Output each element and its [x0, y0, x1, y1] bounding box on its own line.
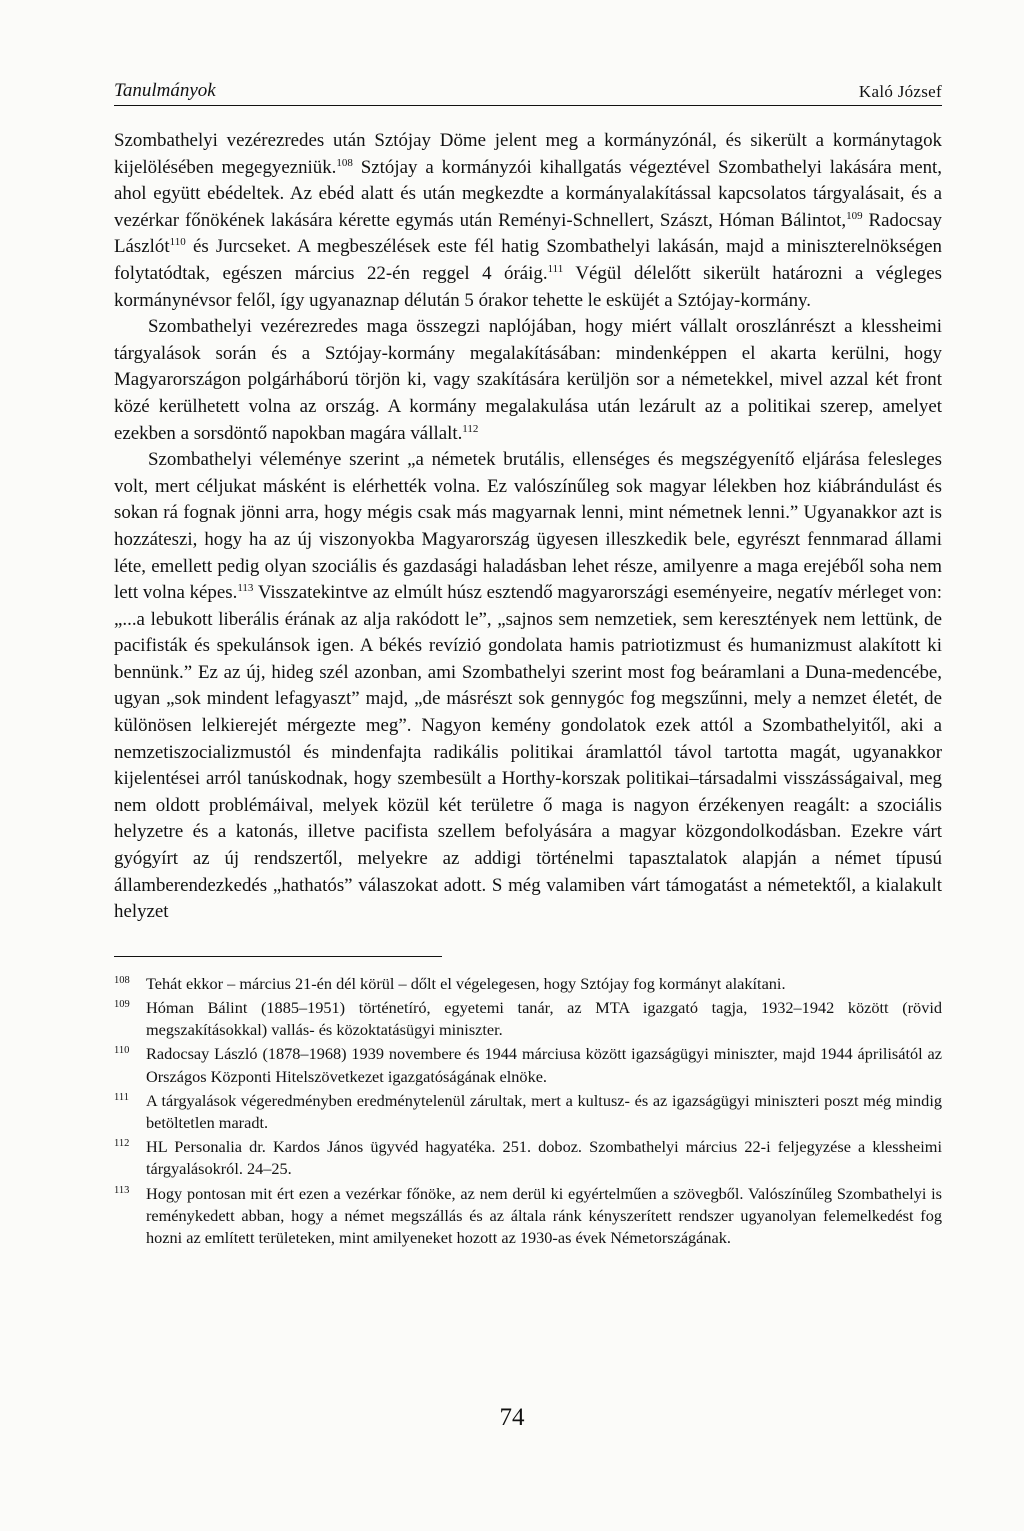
text-run: Radocsay Lászlót — [114, 209, 942, 258]
footnote-text: Tehát ekkor – március 21-én dél körül – dőlt el végelegesen, hogy Sztójay fog kormányt alakítani. — [146, 973, 786, 993]
paragraph — [114, 128, 942, 314]
text-run: Sztójay a kormányzói kihallgatás végeztével Szombathelyi lakására ment, ahol együtt ebédeltek. Az ebéd alatt és után megkezdte a kormányalakítással kapcsolatos tárgyalásait, és a vezérkar főnökének lakására kérette egymás után Reményi-Schnellert, Szászt, Hóman Bálintot, — [114, 156, 942, 231]
text-run: Végül délelőtt sikerült határozni a végleges kormánynévsor felől, így ugyanaznap délután 5 órakor tehette le esküjét a Sztójay-kormány. — [114, 262, 942, 311]
footnote-number: 109 — [114, 999, 130, 1011]
footnote-ref: 108 — [336, 156, 353, 169]
footnote-number: 111 — [114, 1091, 129, 1103]
footnote — [114, 1090, 942, 1134]
paragraph — [114, 314, 942, 447]
text-run: Szombathelyi vezérezredes után Sztójay Döme jelent meg a kormányzónál, és sikerült a kormánytagok kijelölésében megegyezniük. — [114, 130, 942, 178]
footnote-ref: 109 — [846, 209, 863, 222]
footnotes — [114, 973, 942, 1249]
footnote-text: HL Personalia dr. Kardos János ügyvéd hagyatéka. 251. doboz. Szombathelyi március 22-i feljegyzése a klessheimi tárgyalásokról. 24–25. — [146, 1137, 942, 1179]
footnote — [114, 1043, 942, 1087]
footnote — [114, 997, 942, 1041]
footnote — [114, 1183, 942, 1250]
section-title: Tanulmányok — [114, 80, 216, 101]
running-header — [114, 76, 942, 106]
main-text — [114, 128, 942, 926]
text-run: és Jurcseket. A megbeszélések este fél hatig Szombathelyi lakásán, majd a miniszterelnökségen folytatódtak, egészen március 22-én reggel 4 óráig. — [114, 236, 942, 284]
page — [114, 76, 942, 1251]
author-name: Kaló József — [858, 82, 942, 101]
paragraph — [114, 447, 942, 926]
text-run: Szombathelyi véleménye szerint „a németek brutális, ellenséges és megszégyenítő eljárása felesleges volt, mert céljukat másként is elérhették volna. Ez valószínűleg sok magyar lélekben hoz kiábrándulást és sokan rá fognak jönni arra, hogy mégis csak más magyarnak lenni, mint németnek lenni.” Ugyanakkor azt is hozzáteszi, hogy ha az új viszonyokba Magyarország ügyesen illeszkedik bele, egyrészt fennmarad állami léte, emellett pedig olyan szociális és gazdasági haladásban lehet része, amilyenre a maga erejéből soha nem lett volna képes. — [114, 449, 942, 604]
footnote — [114, 1136, 942, 1180]
footnote-number: 110 — [114, 1045, 130, 1057]
footnote — [114, 973, 942, 995]
footnote-ref: 111 — [547, 262, 564, 275]
footnote-divider — [114, 956, 442, 957]
footnote-number: 108 — [114, 974, 130, 986]
footnote-ref: 110 — [169, 236, 186, 249]
footnote-text: A tárgyalások végeredményben eredménytelenül zárultak, mert a kultusz- és az igazságügyi miniszteri poszt még mindig betöltetlen maradt. — [146, 1090, 942, 1133]
footnote-text: Hogy pontosan mit ért ezen a vezérkar főnöke, az nem derül ki egyértelműen a szövegből. Valószínűleg Szombathelyi is reménykedett abban, hogy a német megszállás és az általa ránk kényszerített rendszer ugyanolyan felemelkedést fog hozni az említett területeken, mint amilyeneket hozott az 1930-as évek Németországának. — [146, 1183, 942, 1248]
footnote-number: 112 — [114, 1138, 130, 1150]
text-run: Szombathelyi vezérezredes maga összegzi naplójában, hogy miért vállalt oroszlánrészt a klessheimi tárgyalások során és a Sztójay-kormány megalakításában: mindenképpen el akarta kerülni, hogy Magyarországon polgárháború törjön ki, vagy szakítására kerüljön sor a németekkel, mivel azzal két front közé kerülhetett volna az ország. A kormány megalakulása után lezárult az a politikai szerep, amelyet ezekben a sorsdöntő napokban magára vállalt. — [114, 316, 942, 444]
footnote-text: Hóman Bálint (1885–1951) történetíró, egyetemi tanár, az MTA igazgató tagja, 1932–1942 között (rövid megszakításokkal) vallás- és közoktatásügyi miniszter. — [146, 998, 942, 1040]
footnote-ref: 113 — [237, 582, 254, 595]
footnote-number: 113 — [114, 1184, 130, 1196]
footnote-ref: 112 — [462, 422, 479, 435]
page-number: 74 — [499, 1404, 525, 1431]
footnote-text: Radocsay László (1878–1968) 1939 novembere és 1944 márciusa között igazságügyi miniszter, majd 1944 áprilisától az Országos Központi Hitelszövetkezet igazgatóságának elnöke. — [146, 1044, 942, 1086]
text-run: Visszatekintve az elmúlt húsz esztendő magyarországi eseményeire, negatív mérleget von: „...a lebukott liberális érának az alja rakódott le”, „sajnos sem nemzetiek, sem keresztények nem lettünk, de pacifisták és spekulánsok igen. A békés revízió gondolata hamis patriotizmust és humanizmust alakított ki bennünk.” Ez az új, hideg szél azonban, ami Szombathelyi szerint most fog beáramlani a Duna-medencébe, ugyan „sok mindent lefagyaszt” majd, „de másrészt sok gennygóc fog megszűnni, mely a nemzet életét, de különösen lelkierejét mérgezte meg”. Nagyon kemény gondolatok ezek attól a Szombathelyitől, aki a nemzetiszocializmustól és mindenfajta radikális politikai áramlattól távol tartotta magát, ugyanakkor kijelentései arról tanúskodnak, hogy szembesült a Horthy-korszak politikai–társadalmi visszásságaival, meg nem oldott problémáival, melyek közül két területre ő maga is nagyon érzékenyen reagált: a szociális helyzetre és a katonás, illetve pacifista szellem befolyására a magyar közgondolkodásban. Ezekre várt gyógyírt az új rendszertől, melyekre az addigi történelmi tapasztalatok alapján a német típusú államberendezkedés „hathatós” válaszokat adott. S még valamiben várt támogatást a németektől, a kialakult helyzet — [114, 582, 942, 923]
